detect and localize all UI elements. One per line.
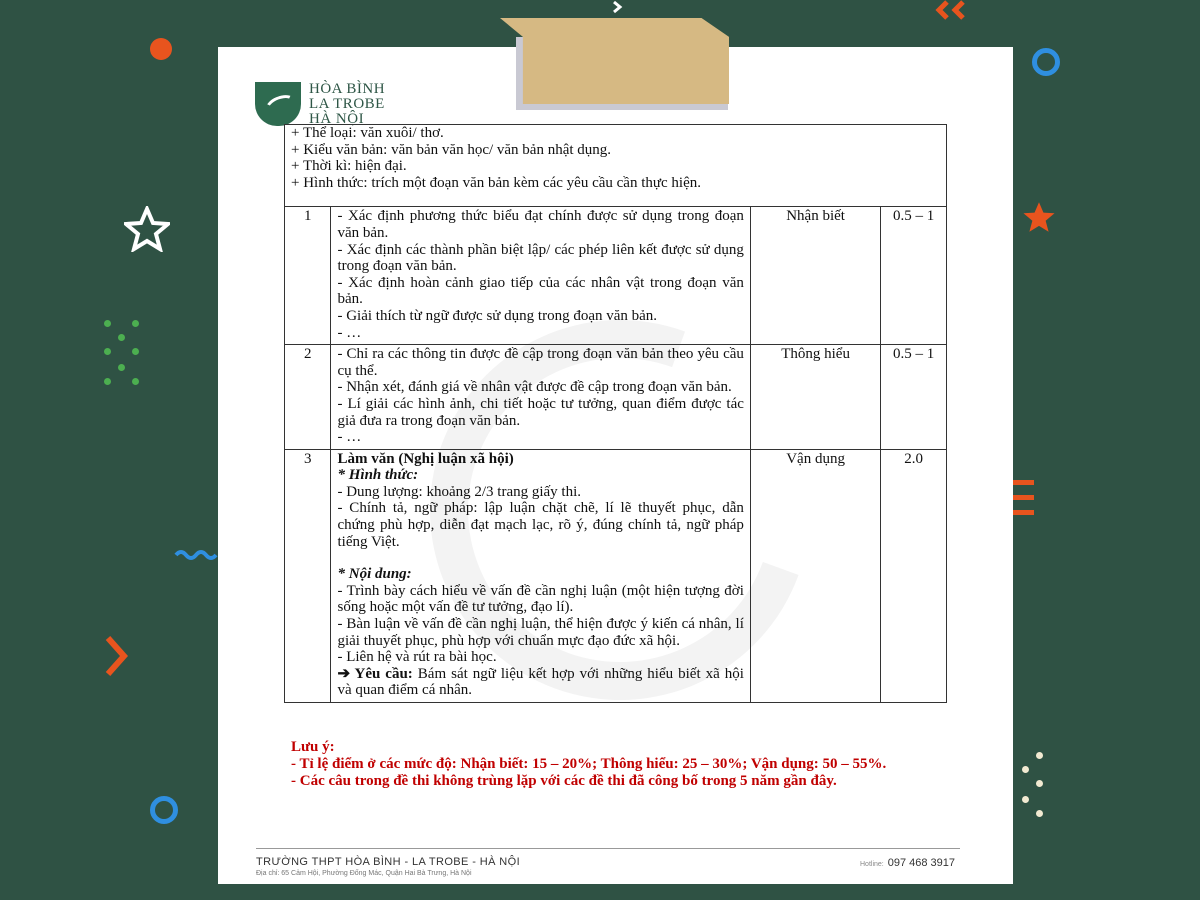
bird-shield-icon [255,82,301,126]
table-row [285,207,947,345]
wave-blue-icon [174,548,218,562]
requirement-text: Bám sát ngữ liệu kết hợp với những hiểu biết xã hội và quan điểm cá nhân. [337,665,744,699]
cream-dot-grid-decoration [1012,752,1052,822]
description-line: - Nhận xét, đánh giá về nhân vật được đề cập trong đoạn văn bản. [337,379,732,396]
requirement-line [337,666,743,699]
description-line: - Xác định các thành phần biệt lập/ các phép liên kết được sử dụng trong đoạn văn bản. [337,241,744,275]
footer-school-name: TRƯỜNG THPT HÒA BÌNH - LA TROBE - HÀ NỘI [256,856,521,868]
logo-line-3: HÀ NỘI [309,111,365,127]
row-level: Nhận biết [750,207,880,345]
description-line: - Dung lượng: khoảng 2/3 trang giấy thi. [337,483,582,500]
description-line: - Trình bày cách hiểu về vấn đề cần nghị luận (một hiện tượng đời sống hoặc một vấn đề tư tưởng, đạo lí). [337,582,744,616]
intro-line: + Hình thức: trích một đoạn văn bản kèm các yêu cầu cần thực hiện. [291,174,701,191]
description-line: - … [337,324,362,341]
row-description [331,345,750,450]
blue-ring-decoration [1032,48,1060,76]
intro-line: + Kiểu văn bản: văn bản văn học/ văn bản nhật dụng. [291,141,612,158]
orange-dot-decoration [150,38,172,60]
footer-address: Địa chỉ: 65 Cảm Hội, Phường Đống Mác, Quận Hai Bà Trưng, Hà Nội [256,870,472,877]
bars-orange-icon [1012,478,1034,518]
folder-tab [500,18,729,104]
description-line: - Giải thích từ ngữ được sử dụng trong đoạn văn bản. [337,307,658,324]
blue-ring-decoration-bottom [150,796,178,824]
row-level: Vận dụng [750,449,880,702]
footer-hotline [860,857,955,869]
star-orange-icon [1022,200,1056,234]
chevron-orange-icon [935,0,975,20]
description-line: - Chỉ ra các thông tin được đề cập trong đoạn văn bản theo yêu cầu cụ thể. [337,346,744,379]
hotline-label: Hotline: [860,861,884,868]
description-line: - … [337,429,362,446]
star-outline-icon [124,206,170,252]
row-level: Thông hiểu [750,345,880,450]
requirement-label: ➔ Yêu cầu: [337,665,413,682]
chevron-orange-left-icon [104,634,128,678]
row-number: 2 [285,345,331,450]
note-block [291,739,941,790]
hotline-number: 097 468 3917 [887,857,956,869]
chevron-white-icon [610,0,624,14]
footer-divider [256,848,960,849]
table-row [285,345,947,450]
row-description [331,449,750,702]
row-number: 3 [285,449,331,702]
form-heading: * Hình thức: [337,467,419,484]
description-line: - Xác định hoàn cảnh giao tiếp của các nhân vật trong đoạn văn bản. [337,274,744,308]
intro-cell [285,125,947,207]
content-heading: * Nội dung: [337,566,412,583]
table-row [285,449,947,702]
table-row-intro [285,125,947,207]
spacer [337,550,743,566]
row-number: 1 [285,207,331,345]
row-score: 0.5 – 1 [881,345,947,450]
description-line: - Liên hệ và rút ra bài học. [337,649,497,666]
description-line: - Lí giải các hình ảnh, chi tiết hoặc tư tưởng, quan điểm được tác giả đưa ra trong đoạn văn bản. [337,395,744,429]
intro-line: + Thể loại: văn xuôi/ thơ. [291,125,444,141]
exam-matrix-table [284,124,947,703]
row-description [331,207,750,345]
note-title: Lưu ý: [291,739,335,755]
essay-title: Làm văn (Nghị luận xã hội) [337,450,514,467]
green-dot-grid-decoration [104,320,144,390]
note-line-2: - Các câu trong đề thi không trùng lặp với các đề thi đã công bố trong 5 năm gần đây. [291,773,837,789]
school-logo [255,82,385,127]
row-score: 2.0 [881,449,947,702]
description-line: - Chính tả, ngữ pháp: lập luận chặt chẽ, lí lẽ thuyết phục, dẫn chứng phù hợp, diễn đạt mạch lạc, rõ ý, đúng chính tả, ngữ pháp tiếng Việt. [337,500,744,550]
note-line-1: - Tỉ lệ điểm ở các mức độ: Nhận biết: 15 – 20%; Thông hiểu: 25 – 30%; Vận dụng: 50 – 55%. [291,756,887,772]
intro-line: + Thời kì: hiện đại. [291,158,407,175]
logo-text [309,82,385,127]
description-line: - Bàn luận về vấn đề cần nghị luận, thể hiện được ý kiến cá nhân, lí giải thuyết phục, phù hợp với chuẩn mực đạo đức xã hội. [337,616,744,649]
description-line: - Xác định phương thức biểu đạt chính được sử dụng trong đoạn văn bản. [337,208,744,241]
row-score: 0.5 – 1 [881,207,947,345]
logo-line-2: LA TROBE [309,96,385,112]
logo-line-1: HÒA BÌNH [309,81,386,97]
